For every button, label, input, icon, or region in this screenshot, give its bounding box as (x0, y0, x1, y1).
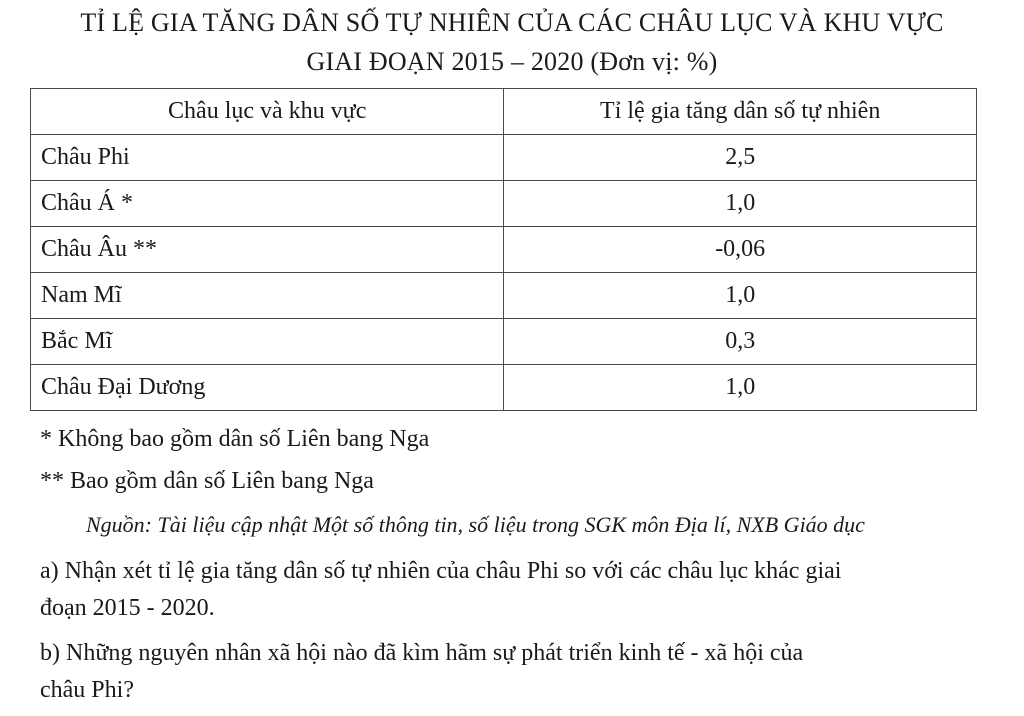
question-a-line-2: đoạn 2015 - 2020. (40, 595, 215, 621)
value-cell: 1,0 (504, 273, 977, 319)
region-cell: Bắc Mĩ (31, 319, 504, 365)
table-row (31, 365, 977, 411)
population-growth-table (30, 88, 977, 411)
value-cell: 1,0 (504, 365, 977, 411)
header-growth-rate: Tỉ lệ gia tăng dân số tự nhiên (504, 89, 977, 135)
region-cell: Nam Mĩ (31, 273, 504, 319)
table-title-line-2: GIAI ĐOẠN 2015 – 2020 (Đơn vị: %) (306, 47, 718, 76)
table-row (31, 319, 977, 365)
region-cell: Châu Á * (31, 181, 504, 227)
value-cell: -0,06 (504, 227, 977, 273)
table-row (31, 273, 977, 319)
table-row (31, 181, 977, 227)
value-cell: 0,3 (504, 319, 977, 365)
table-row (31, 135, 977, 181)
footnote-europe: ** Bao gồm dân số Liên bang Nga (40, 468, 374, 494)
region-cell: Châu Âu ** (31, 227, 504, 273)
region-cell: Châu Phi (31, 135, 504, 181)
question-a-line-1: a) Nhận xét tỉ lệ gia tăng dân số tự nhiên của châu Phi so với các châu lục khác giai (40, 558, 842, 584)
table-title-line-1: TỈ LỆ GIA TĂNG DÂN SỐ TỰ NHIÊN CỦA CÁC CHÂU LỤC VÀ KHU VỰC (80, 8, 944, 37)
footnote-asia: * Không bao gồm dân số Liên bang Nga (40, 426, 430, 452)
table-row (31, 227, 977, 273)
source-citation: Nguồn: Tài liệu cập nhật Một số thông tin, số liệu trong SGK môn Địa lí, NXB Giáo dục (86, 512, 865, 537)
header-region: Châu lục và khu vực (31, 89, 504, 135)
question-b-line-2: châu Phi? (40, 677, 134, 703)
question-b-line-1: b) Những nguyên nhân xã hội nào đã kìm hãm sự phát triển kinh tế - xã hội của (40, 640, 804, 666)
region-cell: Châu Đại Dương (31, 365, 504, 411)
value-cell: 1,0 (504, 181, 977, 227)
table-header-row (31, 89, 977, 135)
value-cell: 2,5 (504, 135, 977, 181)
